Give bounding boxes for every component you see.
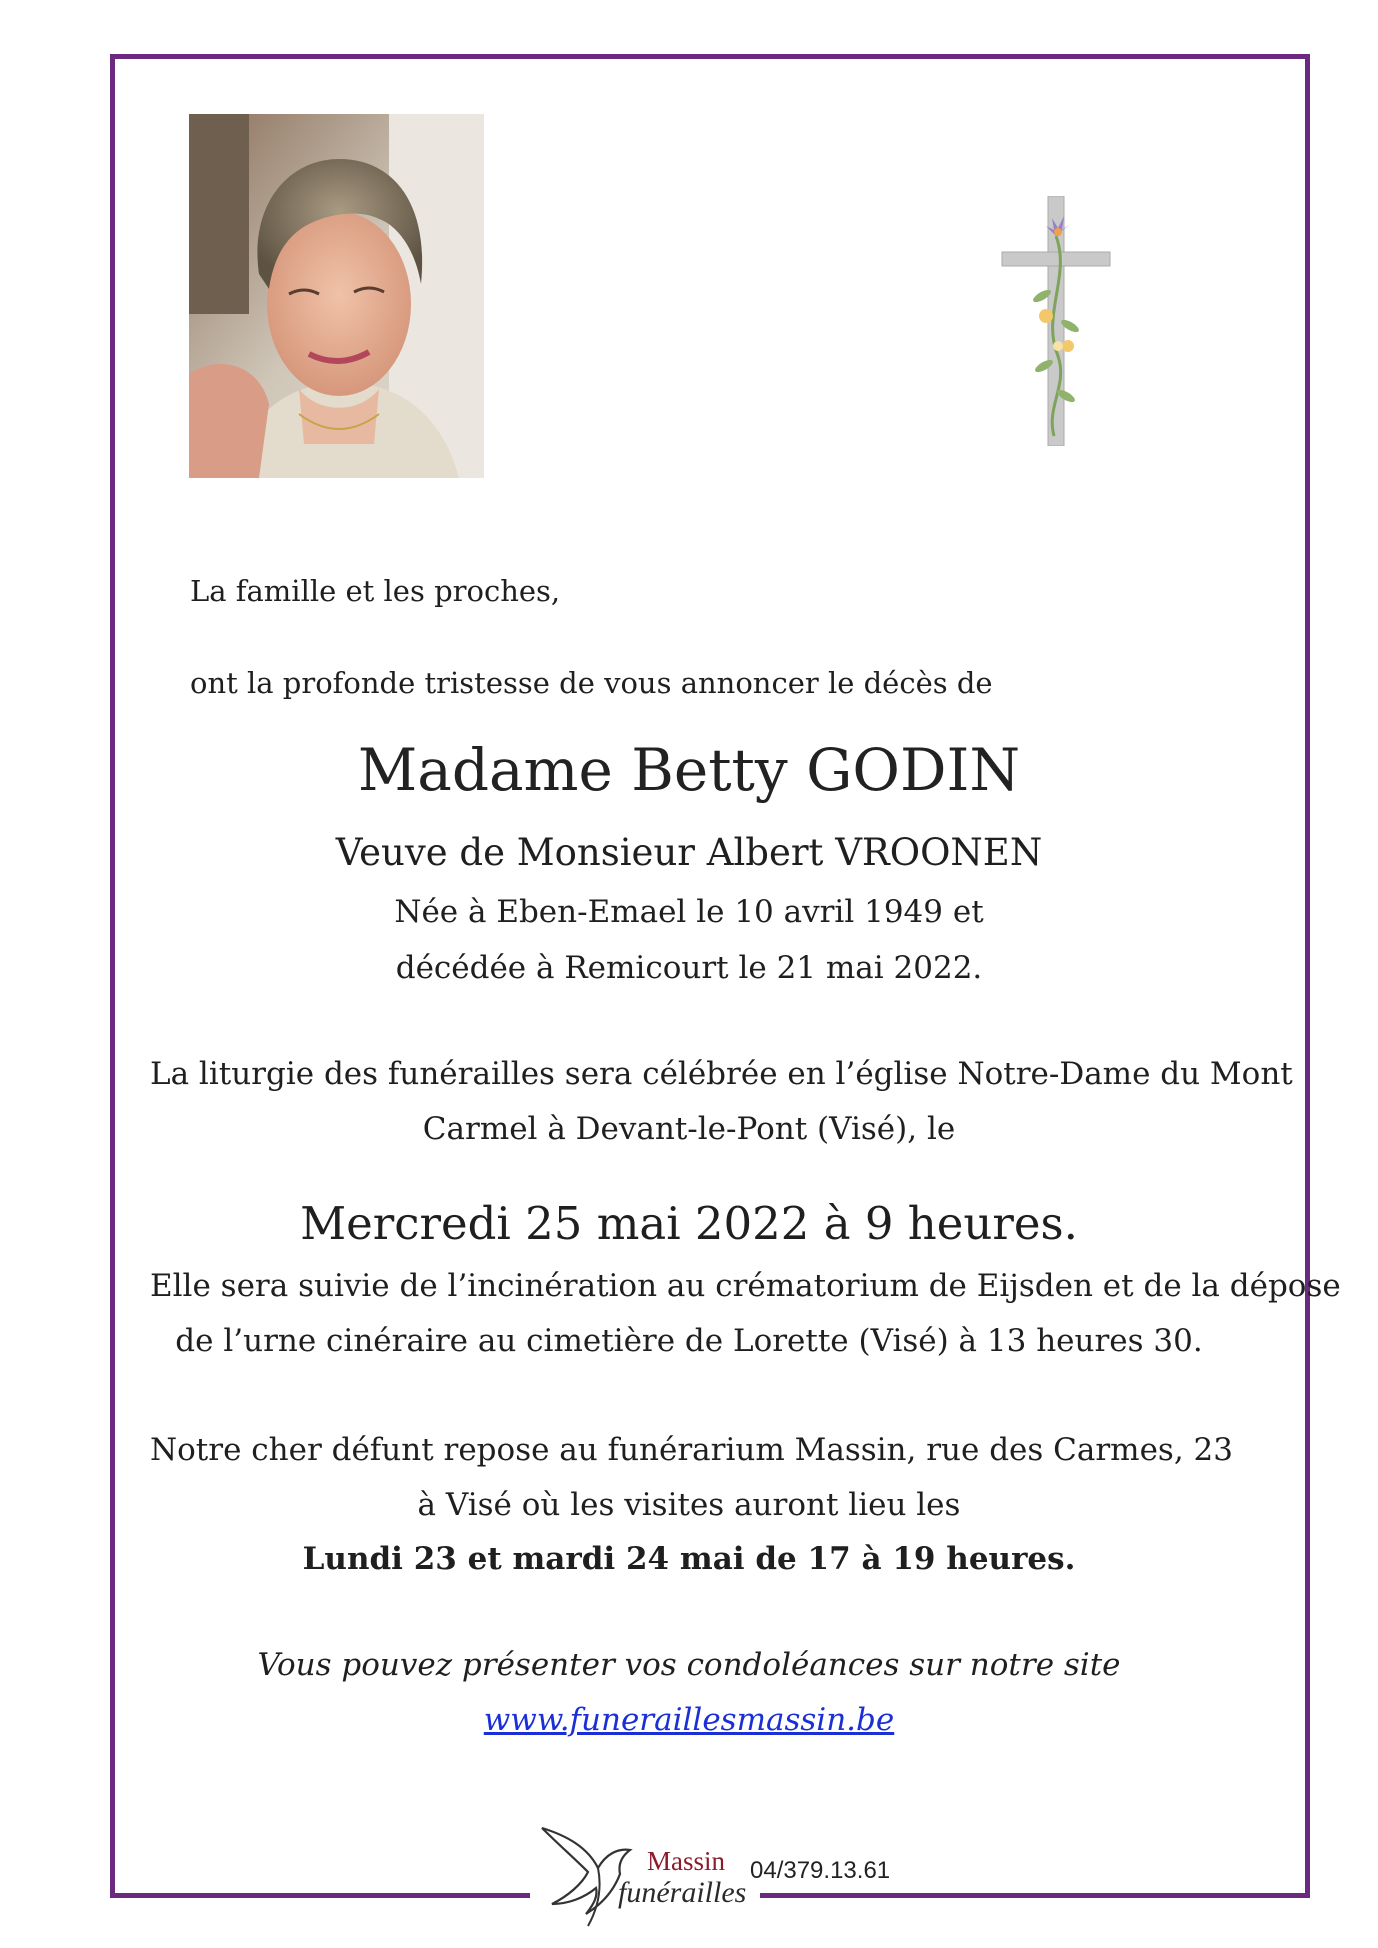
ceremony-date: Mercredi 25 mai 2022 à 9 heures.: [300, 1197, 1078, 1250]
deceased-name: Madame Betty GODIN: [357, 736, 1021, 804]
logo-subtitle: funérailles: [618, 1876, 747, 1909]
liturgy-line-2: Carmel à Devant-le-Pont (Visé), le: [422, 1111, 956, 1147]
birth-line: Née à Eben-Emael le 10 avril 1949 et: [394, 894, 984, 930]
death-line: décédée à Remicourt le 21 mai 2022.: [395, 950, 983, 986]
website-link[interactable]: www.funeraillesmassin.be: [483, 1702, 895, 1738]
intro-text: La famille et les proches,: [190, 574, 561, 608]
logo-name: Massin: [647, 1846, 726, 1876]
cremation-line-1: Elle sera suivie de l’incinération au crématorium de Eijsden et de la dépose: [150, 1268, 1341, 1304]
widow-line: Veuve de Monsieur Albert VROONEN: [335, 831, 1043, 874]
visitation-times: Lundi 23 et mardi 24 mai de 17 à 19 heures.: [302, 1541, 1076, 1577]
phone-number: 04/379.13.61: [750, 1857, 891, 1884]
visitation-line-1: Notre cher défunt repose au funérarium Massin, rue des Carmes, 23: [150, 1432, 1233, 1468]
condolences-text: Vous pouvez présenter vos condoléances sur notre site: [257, 1647, 1121, 1683]
cremation-line-2: de l’urne cinéraire au cimetière de Lorette (Visé) à 13 heures 30.: [175, 1323, 1203, 1359]
liturgy-line-1: La liturgie des funérailles sera célébrée en l’église Notre-Dame du Mont: [150, 1056, 1293, 1092]
cross-with-flowers-icon: [996, 196, 1116, 446]
website-link-container: [150, 1702, 1228, 1738]
announcement-text: ont la profonde tristesse de vous annoncer le décès de: [190, 666, 993, 700]
visitation-line-2: à Visé où les visites auront lieu les: [417, 1487, 961, 1523]
portrait-photo: [189, 114, 484, 478]
